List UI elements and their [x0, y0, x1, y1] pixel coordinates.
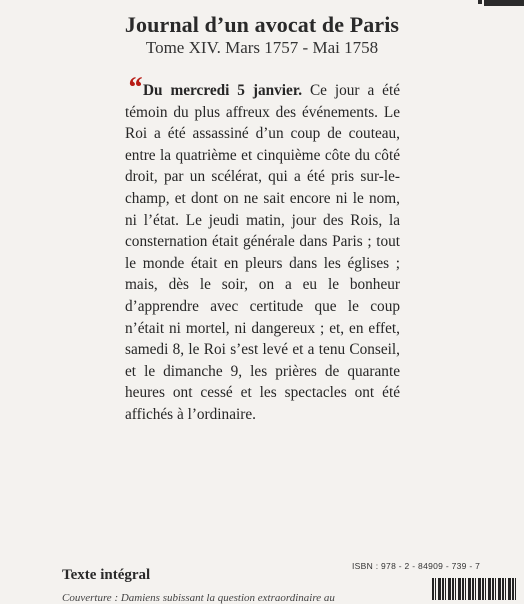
- excerpt-lead: Du mercredi 5 janvier.: [143, 82, 303, 99]
- isbn-text: ISBN : 978 - 2 - 84909 - 739 - 7: [352, 561, 481, 571]
- book-subtitle: Tome XIV. Mars 1757 - Mai 1758: [145, 38, 379, 57]
- excerpt-paragraph: [125, 80, 400, 426]
- quote-mark-icon: “: [127, 71, 142, 104]
- book-title: Journal d’un avocat de Paris: [124, 12, 400, 37]
- barcode-icon: [432, 578, 516, 600]
- corner-mark: [484, 0, 524, 6]
- texte-integral-label: Texte intégral: [62, 567, 151, 583]
- cover-caption: Couverture : Damiens subissant la question extraordinaire au: [62, 592, 335, 604]
- excerpt-body: Ce jour a été témoin du plus affreux des événements. Le Roi a été assassiné d’un coup de couteau, entre la quatrième et cinquième côte du côté droit, par un scélérat, qui a été pris sur-le-champ, et dont on ne sait encore ni le nom, ni l’état. Le jeudi matin, jour des Rois, la consternation était générale dans Paris ; tout le monde était en pleurs dans les églises ; mais, dès le soir, on a eu le bonheur d’apprendre avec certitude que le coup n’était ni mortel, ni dangereux ; et, en effet, samedi 8, le Roi s’est levé et a tenu Conseil, et le dimanche 9, les prières de quarante heures ont cessé et les spectacles ont été affichés à l’ordinaire.: [125, 82, 400, 423]
